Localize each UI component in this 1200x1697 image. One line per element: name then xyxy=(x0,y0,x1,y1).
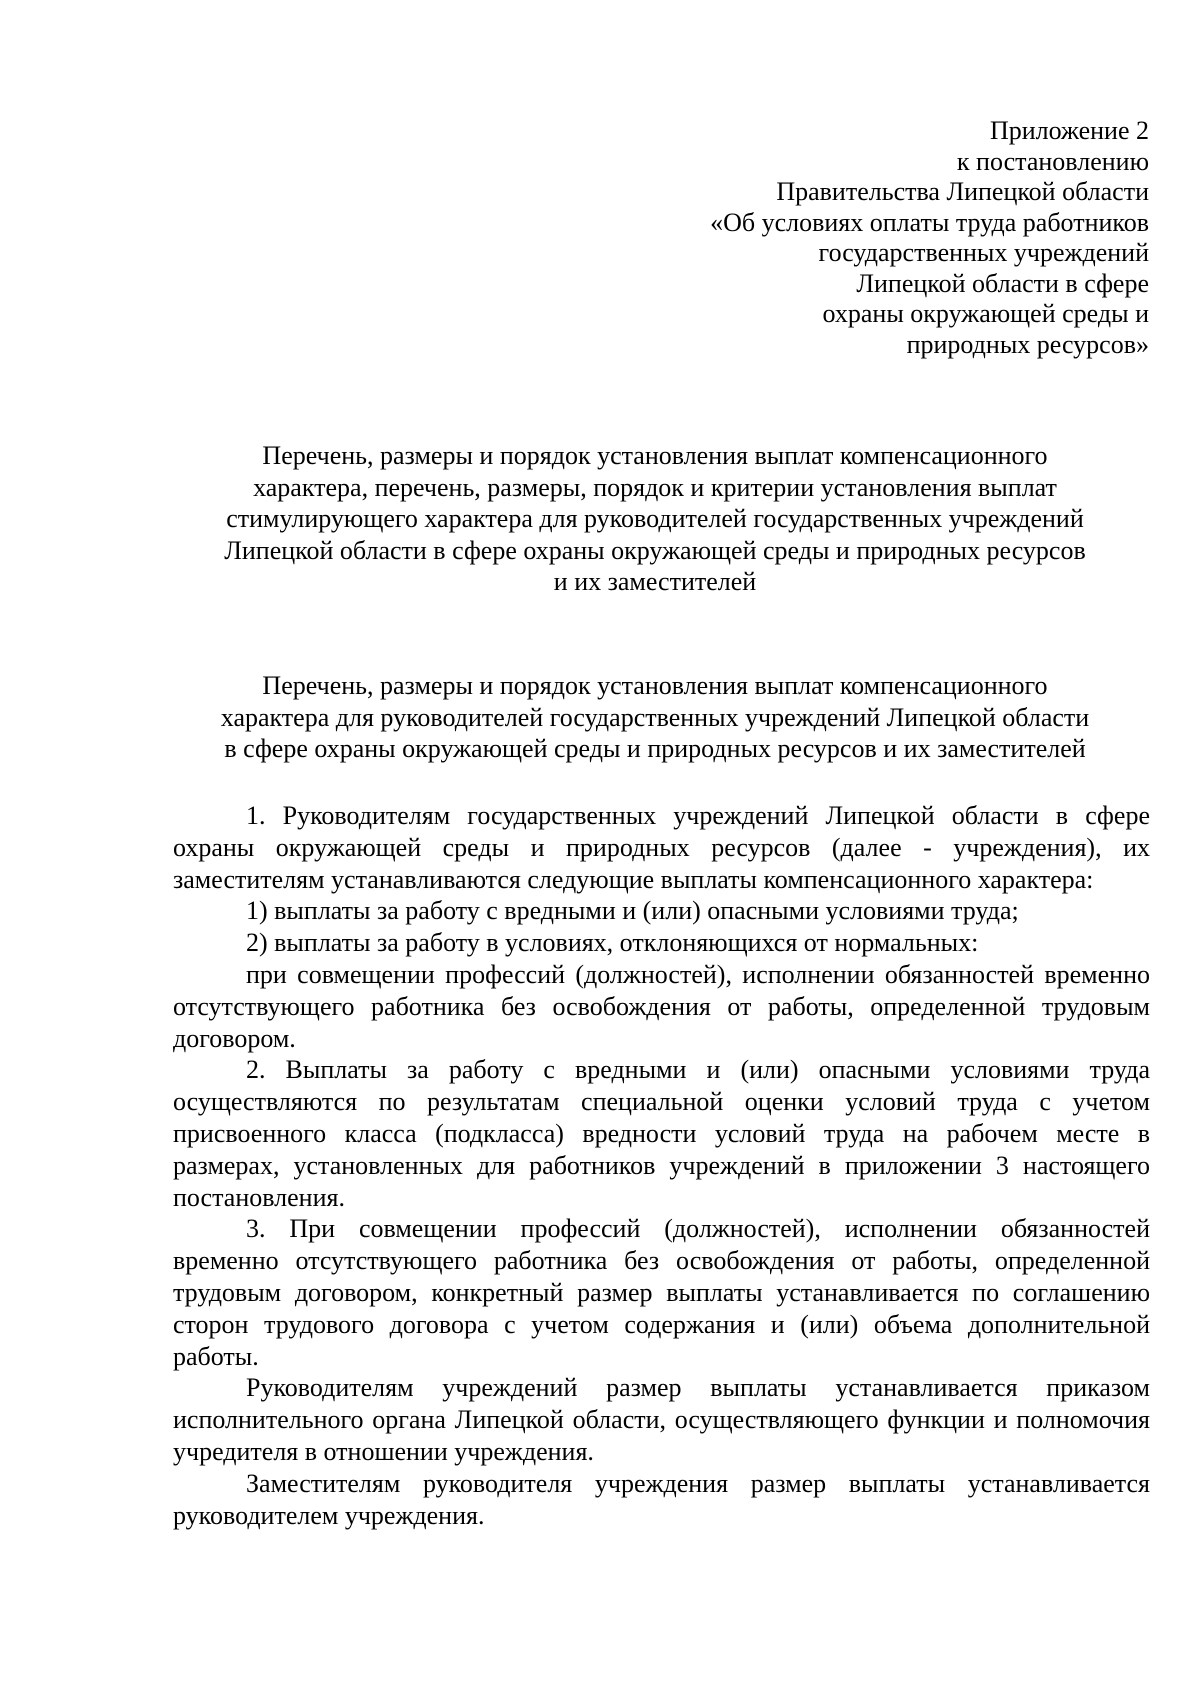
paragraph: при совмещении профессий (должностей), исполнении обязанностей временно отсутствующего работника без освобождения от работы, определенной трудовым договором. xyxy=(173,959,1150,1053)
section-title-line: характера для руководителей государственных учреждений Липецкой области xyxy=(220,702,1090,732)
section-title-line: в сфере охраны окружающей среды и природных ресурсов и их заместителей xyxy=(224,734,1086,763)
appendix-line: охраны окружающей среды и xyxy=(822,299,1149,328)
title-line: и их заместителей xyxy=(553,567,757,596)
title-line: характера, перечень, размеры, порядок и критерии установления выплат xyxy=(253,472,1057,502)
paragraph: Руководителям учреждений размер выплаты устанавливается приказом исполнительного органа Липецкой области, осуществляющего функции и полномочия учредителя в отношении учреждения. xyxy=(173,1373,1150,1466)
section-title-line: Перечень, размеры и порядок установления выплат компенсационного xyxy=(262,671,1048,700)
title-line: стимулирующего характера для руководителей государственных учреждений xyxy=(226,504,1084,533)
appendix-line: Липецкой области в сфере xyxy=(856,268,1149,298)
appendix-line: государственных учреждений xyxy=(818,238,1149,267)
document-body xyxy=(173,800,1150,1531)
appendix-line: к постановлению xyxy=(956,146,1149,176)
appendix-line: Правительства Липецкой области xyxy=(776,177,1149,206)
title-line: Липецкой области в сфере охраны окружающей среды и природных ресурсов xyxy=(224,535,1086,565)
appendix-header xyxy=(529,116,1149,360)
paragraph: Заместителям руководителя учреждения размер выплаты устанавливается руководителем учреждения. xyxy=(173,1468,1150,1530)
paragraph: 3. При совмещении профессий (должностей), исполнении обязанностей временно отсутствующего работника без освобождения от работы, определенной трудовым договором, конкретный размер выплаты устанавливается по соглашению сторон трудового договора с учетом содержания и (или) объема дополнительной работы. xyxy=(173,1214,1150,1371)
document-title xyxy=(160,440,1150,598)
title-line: Перечень, размеры и порядок установления выплат компенсационного xyxy=(262,441,1048,470)
appendix-line: «Об условиях оплаты труда работников xyxy=(710,207,1149,237)
appendix-line: Приложение 2 xyxy=(989,116,1149,145)
paragraph: 1) выплаты за работу с вредными и (или) опасными условиями труда; xyxy=(246,896,1019,926)
section-title xyxy=(160,670,1150,765)
paragraph: 2. Выплаты за работу с вредными и (или) опасными условиями труда осуществляются по результатам специальной оценки условий труда с учетом присвоенного класса (подкласса) вредности условий труда на рабочем месте в размерах, установленных для работников учреждений в приложении 3 настоящего постановления. xyxy=(173,1055,1150,1212)
appendix-line: природных ресурсов» xyxy=(906,329,1149,359)
paragraph: 1. Руководителям государственных учреждений Липецкой области в сфере охраны окружающей среды и природных ресурсов (далее - учреждения), их заместителям устанавливаются следующие выплаты компенсационного характера: xyxy=(173,801,1150,894)
paragraph: 2) выплаты за работу в условиях, отклоняющихся от нормальных: xyxy=(246,928,979,958)
